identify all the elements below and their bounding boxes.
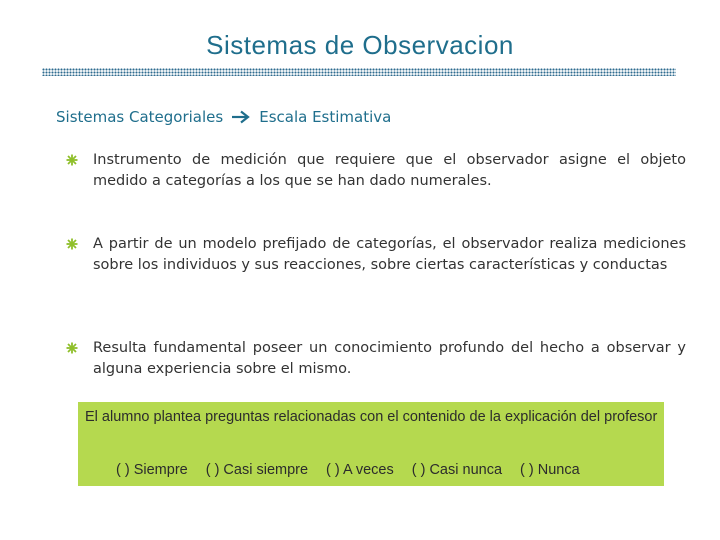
option-a-veces: ( ) A veces	[326, 462, 394, 478]
subtitle-left: Sistemas Categoriales	[56, 108, 224, 126]
example-question: El alumno plantea preguntas relacionadas con el contenido de la explicación del profesor	[85, 409, 658, 425]
bullet-text: A partir de un modelo prefijado de categorías, el observador realiza mediciones sobre los individuos y sus reacciones, sobre ciertas características y conductas	[93, 236, 686, 273]
option-casi-siempre: ( ) Casi siempre	[205, 462, 309, 478]
green-star-bullet-icon	[66, 342, 78, 354]
right-arrow-icon	[231, 110, 251, 124]
bullet-item	[66, 338, 686, 380]
slide-title: Sistemas de Observacion	[206, 30, 514, 60]
green-star-bullet-icon	[66, 238, 78, 250]
title-dotted-divider	[42, 68, 676, 76]
option-nunca: ( ) Nunca	[520, 462, 580, 478]
option-casi-nunca: ( ) Casi nunca	[411, 462, 503, 478]
rating-options	[116, 462, 580, 478]
bullet-item	[66, 150, 686, 192]
bullet-item	[66, 234, 686, 276]
bullet-text: Instrumento de medición que requiere que el observador asigne el objeto medido a categorías a los que se han dado numerales.	[93, 152, 686, 189]
green-star-bullet-icon	[66, 154, 78, 166]
example-box	[78, 402, 664, 486]
subtitle	[56, 108, 391, 126]
option-siempre: ( ) Siempre	[116, 462, 188, 478]
bullet-text: Resulta fundamental poseer un conocimiento profundo del hecho a observar y alguna experiencia sobre el mismo.	[93, 340, 686, 377]
subtitle-right: Escala Estimativa	[259, 108, 392, 126]
